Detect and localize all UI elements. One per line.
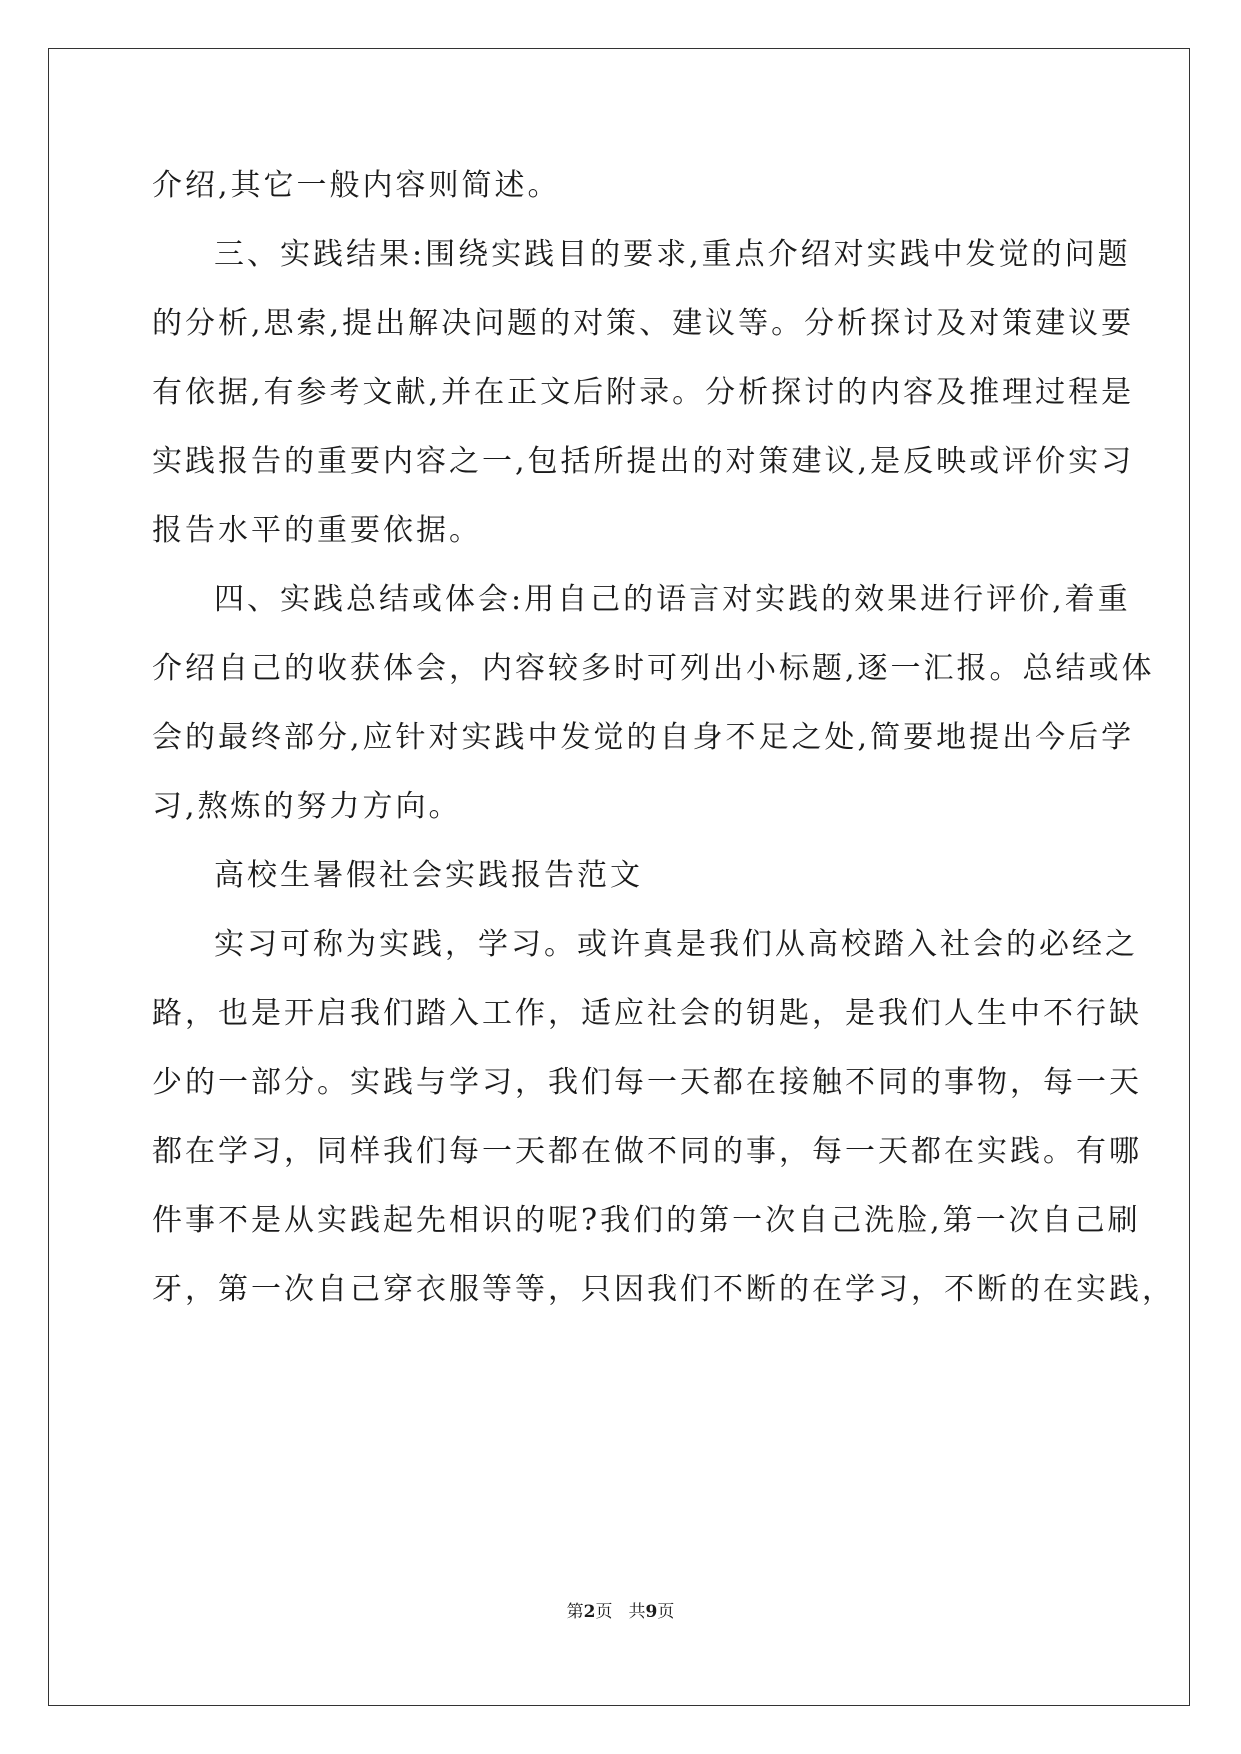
paragraph-line: 实践报告的重要内容之一,包括所提出的对策建议,是反映或评价实习 (152, 444, 1135, 479)
paragraph-line: 的分析,思索,提出解决问题的对策、建议等。分析探讨及对策建议要 (152, 306, 1135, 341)
paragraph-line: 牙，第一次自己穿衣服等等，只因我们不断的在学习，不断的在实践， (152, 1272, 1175, 1307)
paragraph-line: 介绍自己的收获体会，内容较多时可列出小标题,逐一汇报。总结或体 (152, 651, 1155, 686)
paragraph-line: 介绍,其它一般内容则简述。 (152, 168, 561, 203)
page-suffix: 页 (595, 1602, 613, 1622)
page-number: 2 (583, 1602, 596, 1622)
paragraph-line: 路，也是开启我们踏入工作，适应社会的钥匙，是我们人生中不行缺 (152, 996, 1142, 1031)
total-pages: 9 (645, 1602, 658, 1622)
section-heading-line: 三、实践结果:围绕实践目的要求,重点介绍对实践中发觉的问题 (214, 237, 1131, 272)
paragraph-line: 都在学习，同样我们每一天都在做不同的事，每一天都在实践。有哪 (152, 1134, 1142, 1169)
total-prefix: 共 (628, 1602, 646, 1622)
paragraph-line: 实习可称为实践，学习。或许真是我们从高校踏入社会的必经之 (214, 927, 1138, 962)
page-prefix: 第 (566, 1602, 584, 1622)
paragraph-line: 会的最终部分,应针对实践中发觉的自身不足之处,简要地提出今后学 (152, 720, 1135, 755)
total-suffix: 页 (657, 1602, 675, 1622)
article-title: 高校生暑假社会实践报告范文 (214, 858, 643, 893)
section-heading-line: 四、实践总结或体会:用自己的语言对实践的效果进行评价,着重 (214, 582, 1131, 617)
page-footer (0, 1600, 1241, 1624)
paragraph-line: 件事不是从实践起先相识的呢?我们的第一次自己洗脸,第一次自己刷 (152, 1203, 1141, 1238)
paragraph-line: 少的一部分。实践与学习，我们每一天都在接触不同的事物，每一天 (152, 1065, 1142, 1100)
paragraph-line: 有依据,有参考文献,并在正文后附录。分析探讨的内容及推理过程是 (152, 375, 1135, 410)
paragraph-line: 报告水平的重要依据。 (152, 513, 482, 548)
paragraph-line: 习,熬炼的努力方向。 (152, 789, 462, 824)
